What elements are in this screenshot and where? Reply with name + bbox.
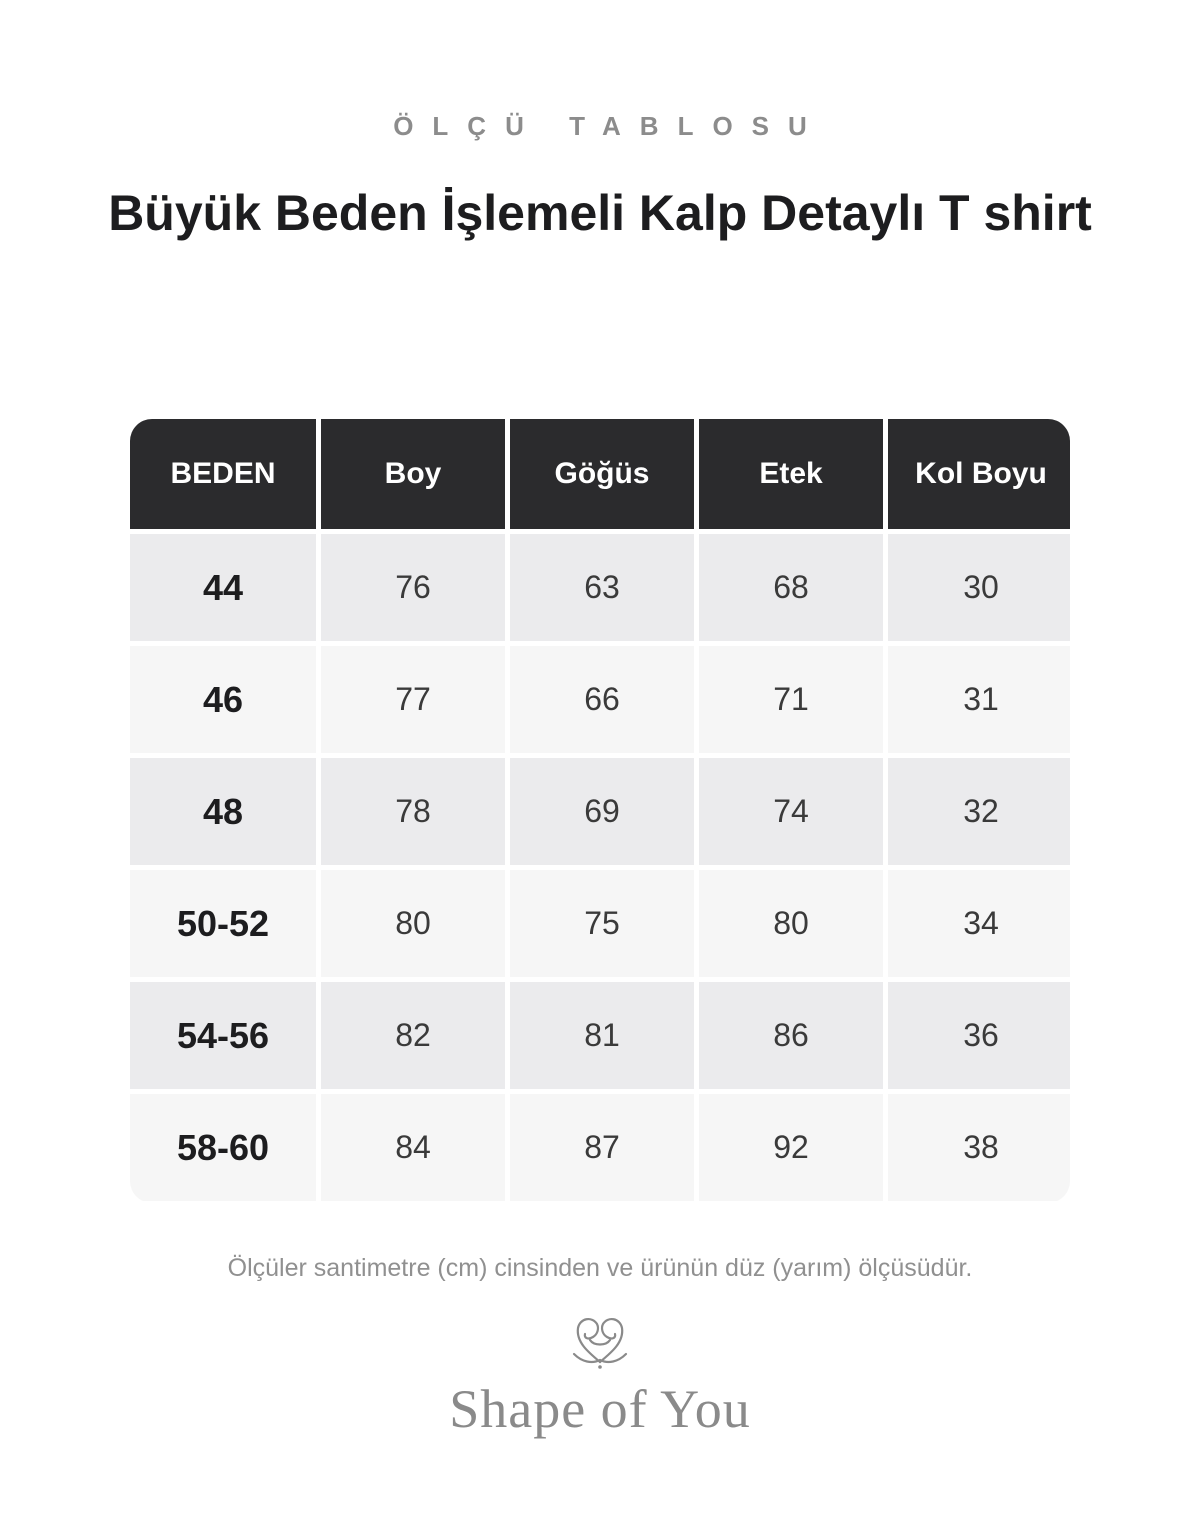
header-sleeve: Kol Boyu: [888, 419, 1070, 529]
header-hem: Etek: [699, 419, 883, 529]
cell-length: 76: [321, 534, 505, 641]
cell-size: 54-56: [130, 982, 316, 1089]
cell-length: 82: [321, 982, 505, 1089]
header-chest: Göğüs: [510, 419, 694, 529]
brand-name: Shape of You: [449, 1379, 751, 1439]
cell-length: 77: [321, 646, 505, 753]
cell-chest: 63: [510, 534, 694, 641]
page-title: Büyük Beden İşlemeli Kalp Detaylı T shirt: [108, 185, 1092, 241]
cell-chest: 81: [510, 982, 694, 1089]
cell-hem: 74: [699, 758, 883, 865]
cell-chest: 66: [510, 646, 694, 753]
header-length: Boy: [321, 419, 505, 529]
header-size: BEDEN: [130, 419, 316, 529]
cell-chest: 75: [510, 870, 694, 977]
cell-length: 84: [321, 1094, 505, 1201]
cell-hem: 68: [699, 534, 883, 641]
cell-sleeve: 36: [888, 982, 1070, 1089]
cell-hem: 86: [699, 982, 883, 1089]
cell-sleeve: 38: [888, 1094, 1070, 1201]
cell-length: 80: [321, 870, 505, 977]
cell-hem: 80: [699, 870, 883, 977]
cell-size: 44: [130, 534, 316, 641]
cell-hem: 92: [699, 1094, 883, 1201]
cell-sleeve: 32: [888, 758, 1070, 865]
cell-sleeve: 34: [888, 870, 1070, 977]
cell-size: 58-60: [130, 1094, 316, 1201]
cell-size: 50-52: [130, 870, 316, 977]
cell-size: 46: [130, 646, 316, 753]
cell-hem: 71: [699, 646, 883, 753]
cell-chest: 87: [510, 1094, 694, 1201]
cell-sleeve: 31: [888, 646, 1070, 753]
size-table: [130, 419, 1070, 1203]
cell-chest: 69: [510, 758, 694, 865]
cell-sleeve: 30: [888, 534, 1070, 641]
cell-size: 48: [130, 758, 316, 865]
heart-ribbon-icon: [566, 1310, 634, 1372]
measurement-note: Ölçüler santimetre (cm) cinsinden ve ürünün düz (yarım) ölçüsüdür.: [227, 1254, 973, 1282]
cell-length: 78: [321, 758, 505, 865]
eyebrow-label: ÖLÇÜ TABLOSU: [393, 111, 826, 141]
